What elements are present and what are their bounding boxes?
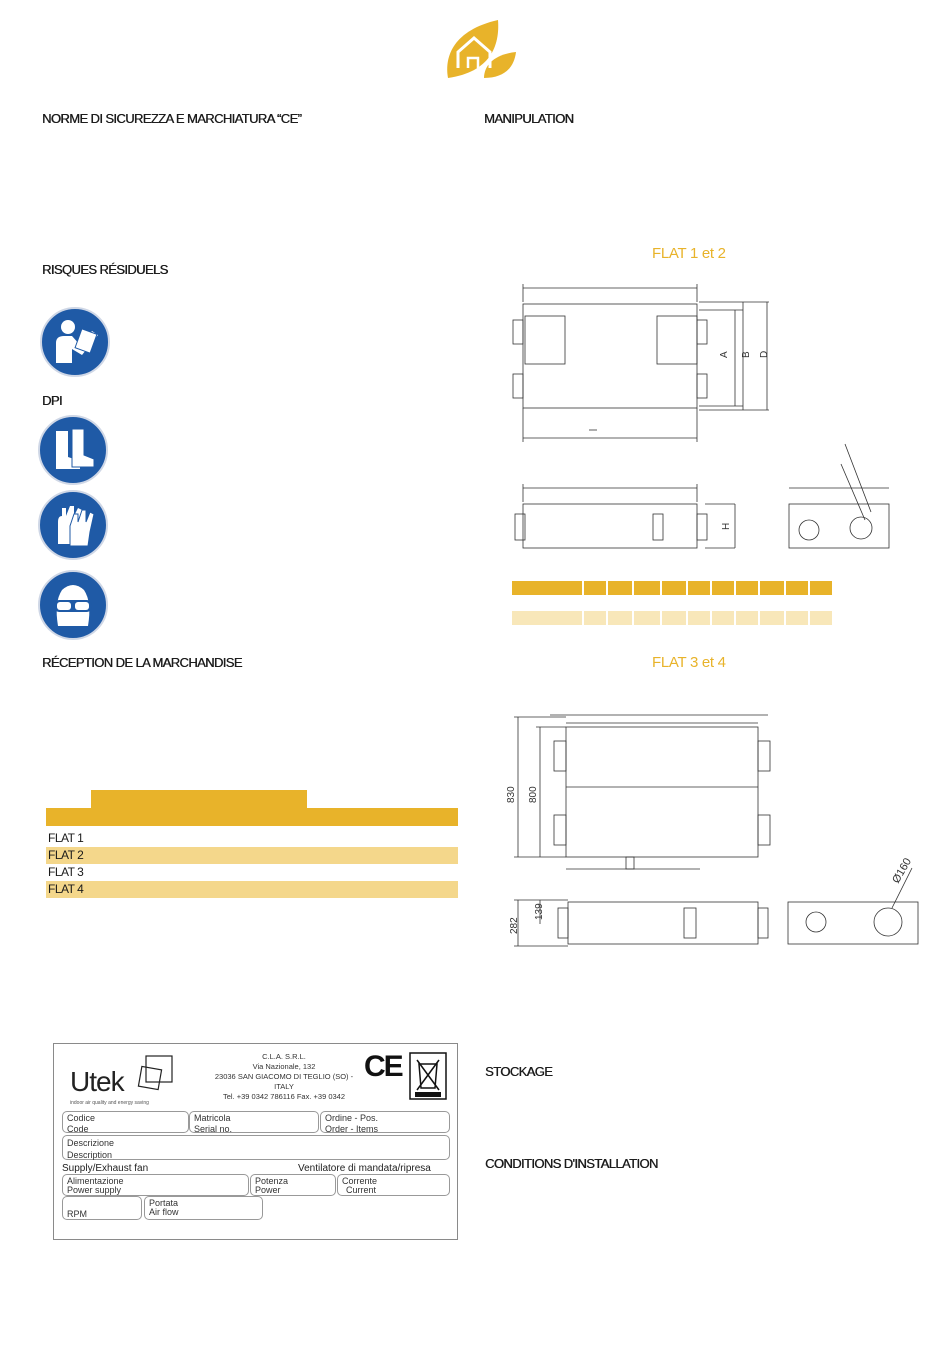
installation-heading: CONDITIONS D'INSTALLATION [485,1156,658,1171]
ce-mark-icon: CE [364,1050,402,1083]
manipulation-heading: MANIPULATION [484,111,574,126]
table-row [46,830,458,847]
company-address: Via Nazionale, 132 [252,1062,316,1071]
company-city: 23036 SAN GIACOMO DI TEGLIO (SO) - [214,1072,354,1081]
leaf-house-logo-icon [440,16,520,86]
order-field: Ordine - Pos. Order - Items [320,1111,450,1133]
table-header-tab [91,790,307,808]
ventilatore-label: Ventilatore di mandata/ripresa [298,1163,431,1174]
dim-diameter-label: Ø160 [890,856,915,886]
dpi-heading: DPI [42,393,62,408]
stockage-heading: STOCKAGE [485,1064,553,1079]
ce-heading: NORME DI SICUREZZA E MARCHIATURA “CE” [42,111,302,126]
current-field: Corrente Current [337,1174,450,1196]
flat12-gold-strip [512,581,832,595]
flat12-pale-strip [512,611,832,625]
dim-282-label: 282 [509,917,520,934]
description-field: Descrizione Description [62,1135,450,1160]
utek-logo: Utek [70,1066,124,1097]
serial-field: Matricola Serial no. [189,1111,319,1133]
company-country: ITALY [274,1082,294,1091]
read-manual-icon [40,307,110,377]
safety-boots-icon [38,415,108,485]
flat12-title: FLAT 1 et 2 [652,245,726,262]
power-field: Potenza Power [250,1174,336,1196]
flat34-title: FLAT 3 et 4 [652,654,726,671]
model-name: FLAT 1 [48,831,84,845]
air-flow-field: Portata Air flow [144,1196,263,1220]
utek-logo-mark-icon [134,1052,178,1096]
company-name: C.L.A. S.R.L. [262,1052,306,1061]
safety-gloves-icon [38,490,108,560]
weee-bin-icon [409,1052,447,1100]
dim-b-label: B [741,351,752,358]
table-row [46,847,458,864]
table-row [46,864,458,881]
supply-fan-label: Supply/Exhaust fan [62,1163,149,1174]
dim-139-label: 139 [534,903,545,920]
dim-h-label: H [721,522,732,530]
company-phone: Tel. +39 0342 786116 Fax. +39 0342 [222,1092,346,1101]
table-row [46,881,458,898]
model-name: FLAT 3 [48,865,84,879]
dim-a-label: A [719,351,730,358]
table-header-bar [46,808,458,826]
dim-830-label: 830 [506,786,517,803]
reception-heading: RÉCEPTION DE LA MARCHANDISE [42,655,242,670]
risques-heading: RISQUES RÉSIDUELS [42,262,168,277]
flat12-side-views-drawing [505,440,905,565]
dim-d-label: D [759,350,770,358]
model-name: FLAT 4 [48,882,84,896]
safety-goggles-icon [38,570,108,640]
flat34-side-views-drawing [500,848,920,958]
utek-tagline: indoor air quality and energy saving [70,1100,149,1106]
model-name: FLAT 2 [48,848,84,862]
rpm-field: RPM [62,1196,142,1220]
power-supply-field: Alimentazione Power supply [62,1174,249,1196]
rating-plate [53,1043,458,1240]
flat12-top-view-drawing [505,280,795,445]
company-block [204,1052,364,1102]
code-field: Codice Code [62,1111,189,1133]
dim-800-label: 800 [528,786,539,803]
